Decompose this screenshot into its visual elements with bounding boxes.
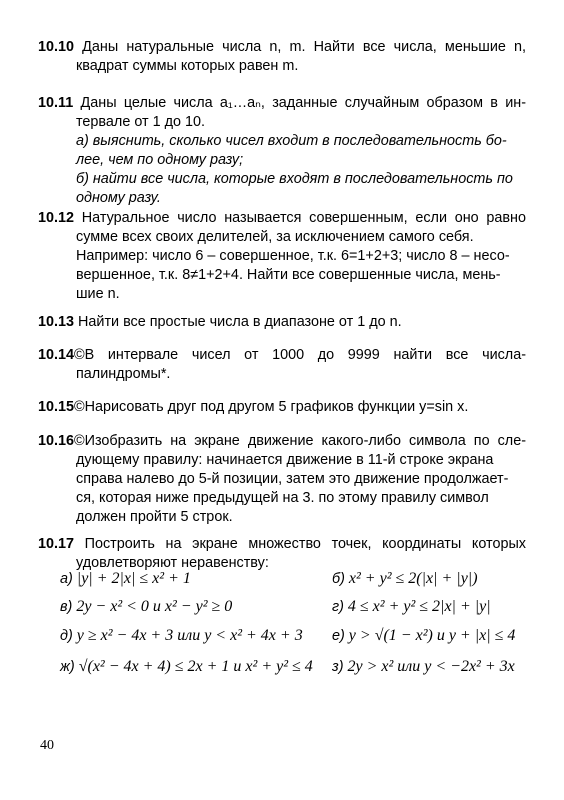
inequality-e: е) y > √(1 − x²) и y + |x| ≤ 4 — [332, 627, 516, 644]
problem-line: квадрат суммы которых равен m. — [76, 58, 299, 74]
problem-line: 10.16©Изобразить на экране движение какого-либо символа по сле- — [38, 433, 526, 449]
problem-10-17 — [38, 535, 526, 573]
problem-line: сумме всех своих делителей, за исключением самого себя. — [76, 229, 474, 245]
problem-line: дующему правилу: начинается движение в 11-й строке экрана — [76, 452, 494, 468]
problem-number: 10.10 — [38, 39, 75, 55]
inequality-zh: ж) √(x² − 4x + 4) ≤ 2x + 1 и x² + y² ≤ 4 — [60, 658, 313, 675]
page-number: 40 — [40, 738, 54, 753]
subtask-b-cont: одному разу. — [76, 190, 161, 206]
inequality-row — [60, 627, 540, 653]
problem-line: 10.15©Нарисовать друг под другом 5 графиков функции y=sin x. — [38, 399, 469, 415]
subtask-a: а) выяснить, сколько чисел входит в последовательность бо- — [76, 133, 507, 149]
problem-line: 10.14©В интервале чисел от 1000 до 9999 найти все числа- — [38, 347, 526, 363]
problem-line: 10.12 Натуральное число называется совершенным, если оно равно — [38, 210, 526, 226]
problem-line: Например: число 6 – совершенное, т.к. 6=1+2+3; число 8 – несо- — [76, 248, 510, 264]
inequality-d: д) y ≥ x² − 4x + 3 или y < x² + 4x + 3 — [60, 627, 303, 644]
problem-number: 10.15 — [38, 399, 75, 415]
problem-line: должен пройти 5 строк. — [76, 509, 233, 525]
inequality-row — [60, 598, 540, 624]
problem-line: тервале от 1 до 10. — [76, 114, 206, 130]
inequality-b: б) x² + y² ≤ 2(|x| + |y|) — [332, 570, 478, 587]
inequality-a: а) |y| + 2|x| ≤ x² + 1 — [60, 570, 191, 587]
subtask-a-cont: лее, чем по одному разу; — [76, 152, 244, 168]
inequality-g: г) 4 ≤ x² + y² ≤ 2|x| + |y| — [332, 598, 491, 615]
subtask-b: б) найти все числа, которые входят в последовательность по — [76, 171, 513, 187]
inequality-row — [60, 658, 540, 684]
problem-line: удовлетворяют неравенству: — [76, 555, 269, 571]
problem-line: ся, которая ниже предыдущей на 3. по этому правилу символ — [76, 490, 489, 506]
problem-10-15 — [38, 398, 526, 417]
problem-line: 10.17 Построить на экране множество точек, координаты которых — [38, 536, 526, 552]
problem-number: 10.13 — [38, 314, 75, 330]
problem-10-11 — [38, 94, 526, 208]
problem-line: 10.10 Даны натуральные числа n, m. Найти все числа, меньшие n, — [38, 39, 526, 55]
problem-number: 10.17 — [38, 536, 75, 552]
inequality-v: в) 2y − x² < 0 и x² − y² ≥ 0 — [60, 598, 233, 615]
inequality-z: з) 2y > x² или y < −2x² + 3x — [332, 658, 515, 675]
problem-number: 10.12 — [38, 210, 75, 226]
problem-number: 10.14 — [38, 347, 75, 363]
problem-line: палиндромы*. — [76, 366, 171, 382]
problem-line: 10.11 Даны целые числа a₁…aₙ, заданные случайным образом в ин- — [38, 95, 526, 111]
inequality-row — [60, 570, 540, 596]
problem-number: 10.16 — [38, 433, 75, 449]
problem-10-13 — [38, 313, 526, 332]
problem-number: 10.11 — [38, 95, 74, 111]
problem-line: справа налево до 5-й позиции, затем это движение продолжает- — [76, 471, 509, 487]
problem-line: вершенное, т.к. 8≠1+2+4. Найти все совершенные числа, мень- — [76, 267, 501, 283]
problem-10-12 — [38, 209, 526, 304]
problem-10-14 — [38, 346, 526, 384]
problem-line: шие n. — [76, 286, 120, 302]
problem-line: 10.13 Найти все простые числа в диапазоне от 1 до n. — [38, 314, 402, 330]
problem-10-16 — [38, 432, 526, 527]
problem-10-10 — [38, 38, 526, 76]
